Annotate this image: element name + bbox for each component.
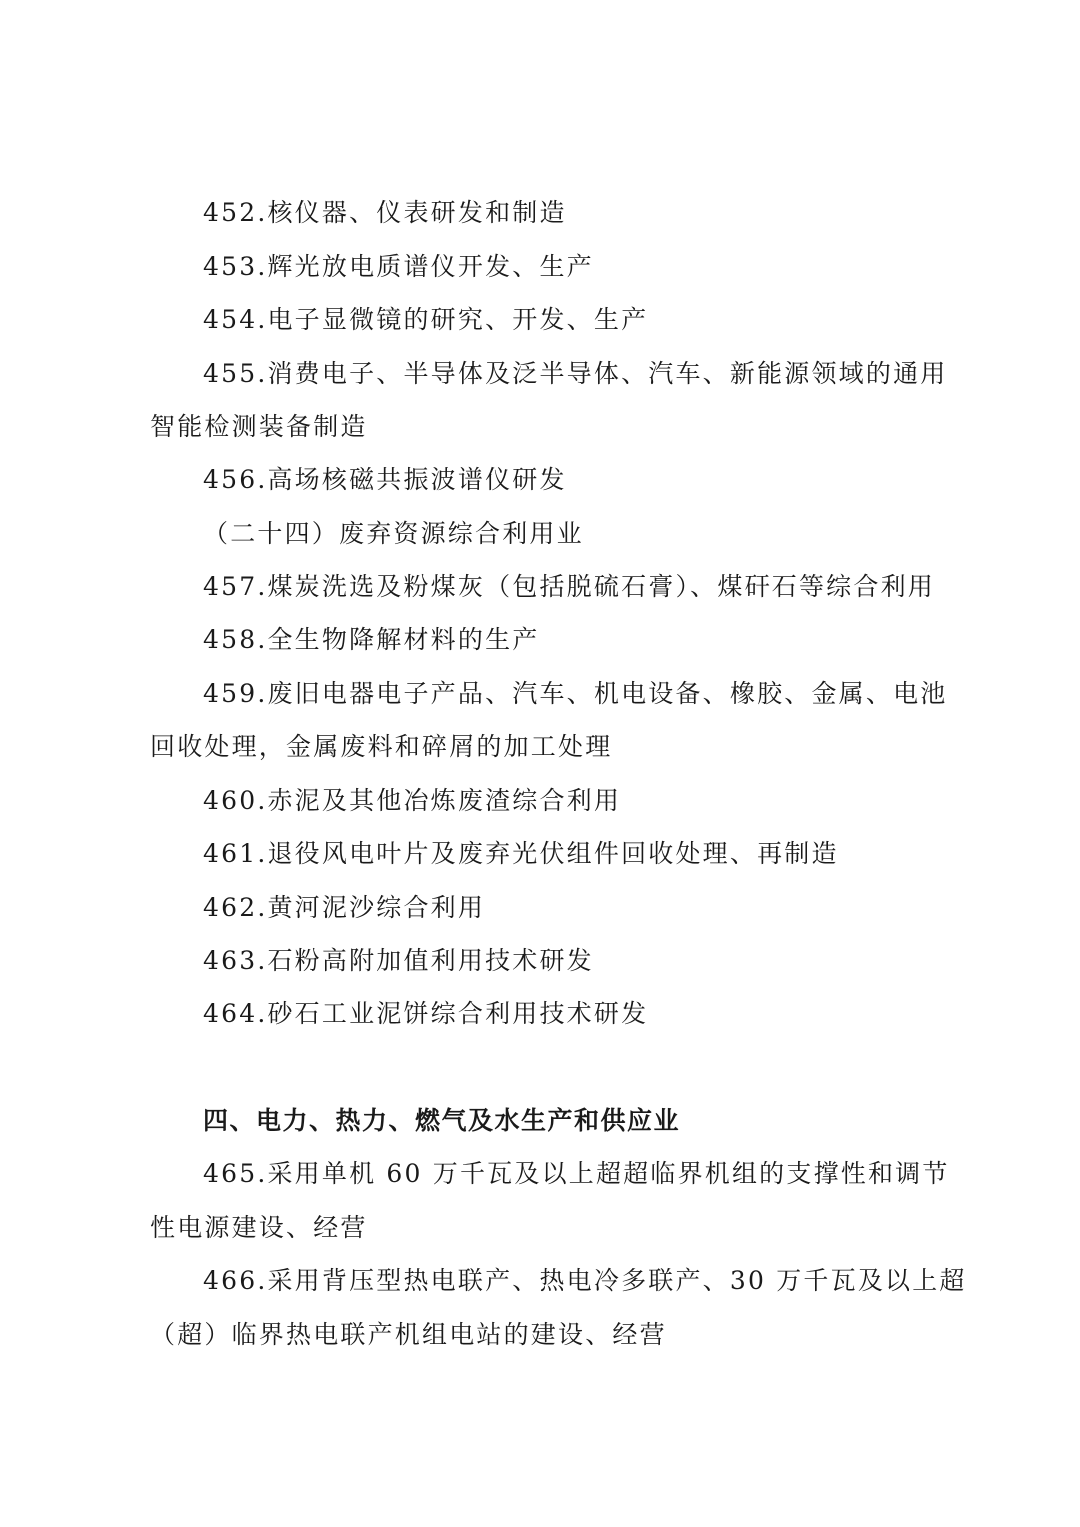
list-item-457: 457.煤炭洗选及粉煤灰（包括脱硫石膏）、煤矸石等综合利用 <box>203 572 935 601</box>
subsection-heading-24: （二十四）废弃资源综合利用业 <box>203 519 584 548</box>
list-item-459-line2: 回收处理，金属废料和碎屑的加工处理 <box>150 732 613 761</box>
list-item-455-line2: 智能检测装备制造 <box>150 412 368 441</box>
list-item-460: 460.赤泥及其他冶炼废渣综合利用 <box>203 786 622 815</box>
list-item-464: 464.砂石工业泥饼综合利用技术研发 <box>203 999 649 1028</box>
list-item-458: 458.全生物降解材料的生产 <box>203 625 540 654</box>
list-item-452: 452.核仪器、仪表研发和制造 <box>203 198 567 227</box>
list-item-465-line1: 465.采用单机 60 万千瓦及以上超超临界机组的支撑性和调节 <box>203 1159 950 1188</box>
list-item-465-line2: 性电源建设、经营 <box>150 1213 368 1242</box>
list-item-453: 453.辉光放电质谱仪开发、生产 <box>203 252 594 281</box>
list-item-455-line1: 455.消费电子、半导体及泛半导体、汽车、新能源领域的通用 <box>203 359 948 388</box>
list-item-454: 454.电子显微镜的研究、开发、生产 <box>203 305 649 334</box>
list-item-461: 461.退役风电叶片及废弃光伏组件回收处理、再制造 <box>203 839 839 868</box>
list-item-466-line1: 466.采用背压型热电联产、热电冷多联产、30 万千瓦及以上超 <box>203 1266 967 1295</box>
list-item-466-line2: （超）临界热电联产机组电站的建设、经营 <box>150 1320 667 1349</box>
list-item-456: 456.高场核磁共振波谱仪研发 <box>203 465 567 494</box>
list-item-459-line1: 459.废旧电器电子产品、汽车、机电设备、橡胶、金属、电池 <box>203 679 948 708</box>
list-item-462: 462.黄河泥沙综合利用 <box>203 893 486 922</box>
list-item-463: 463.石粉高附加值利用技术研发 <box>203 946 594 975</box>
section-heading-4: 四、电力、热力、燃气及水生产和供应业 <box>203 1106 681 1135</box>
